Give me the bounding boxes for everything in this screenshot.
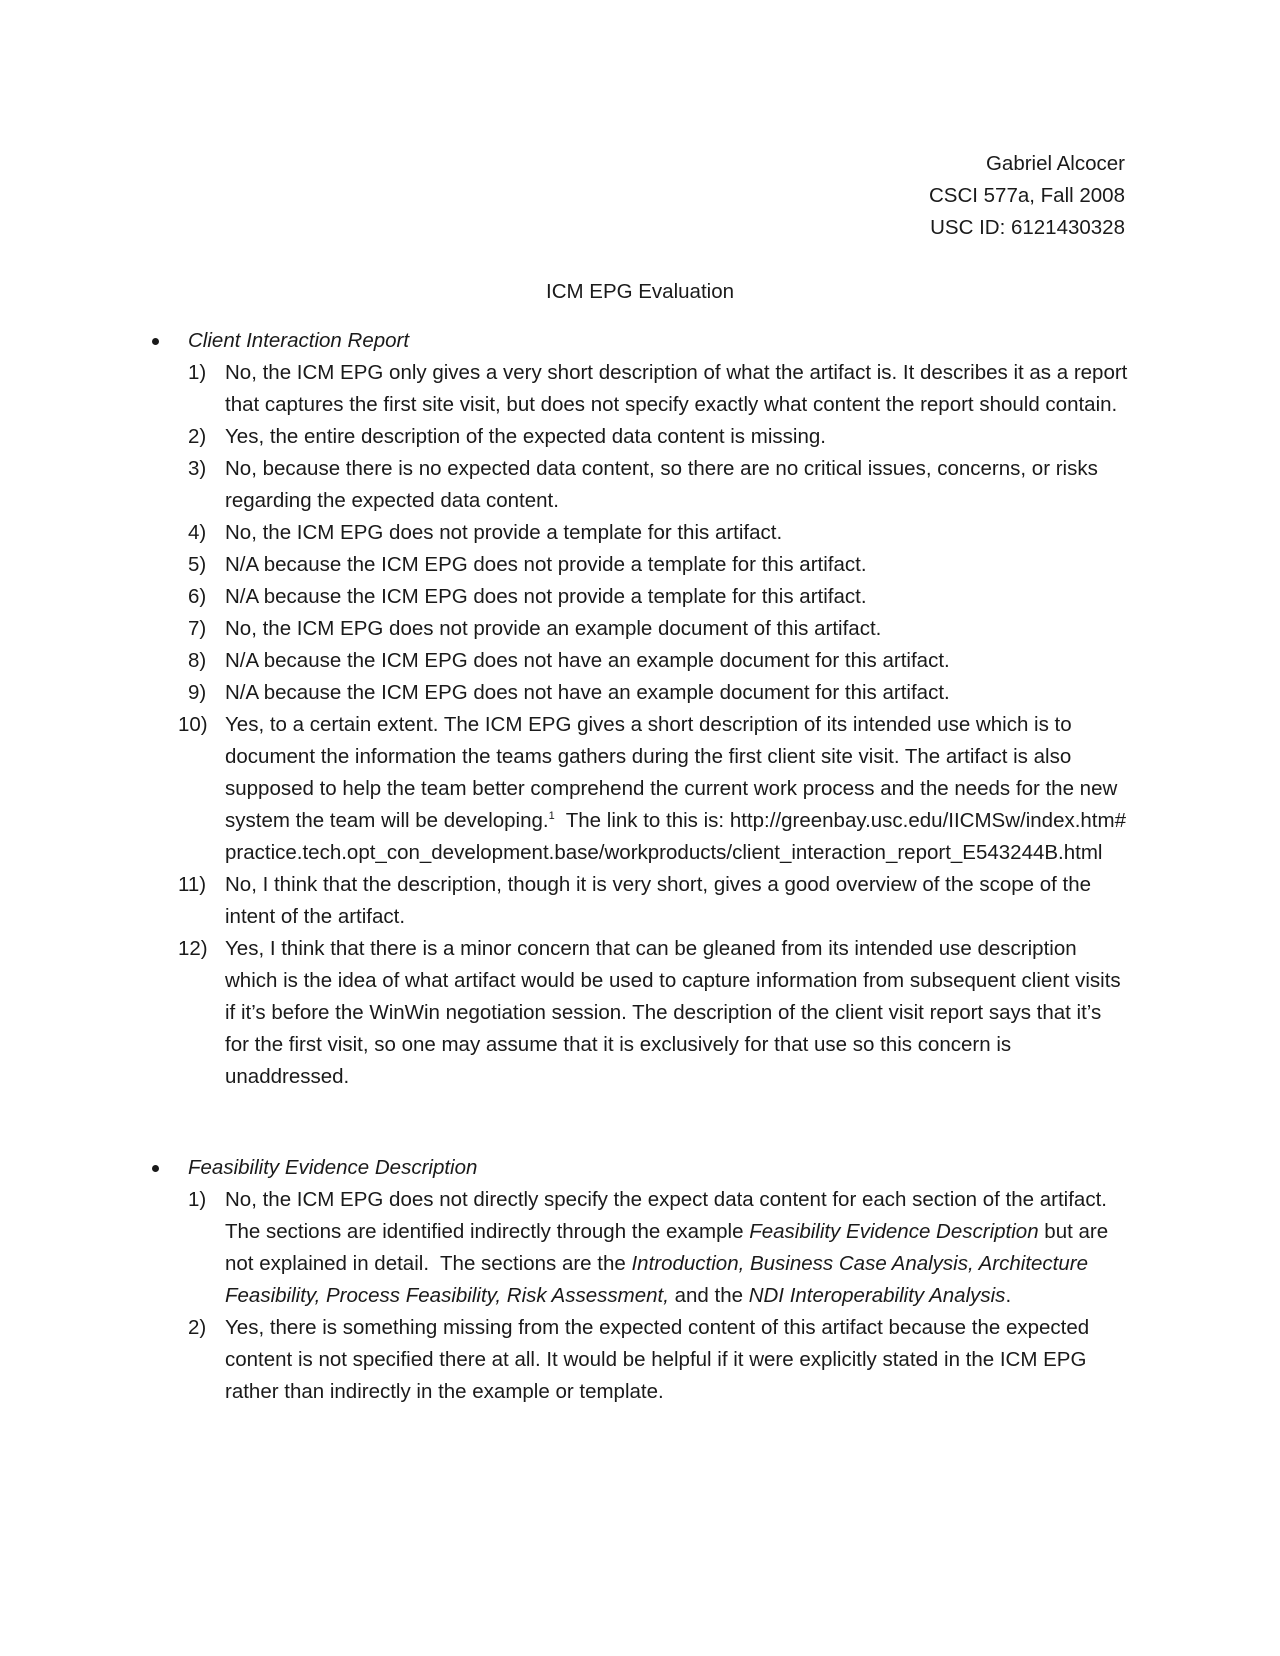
bullet-icon <box>152 1165 159 1172</box>
item-emphasis: Introduction, Business Case Analysis, Architecture Feasibility, Process Feasibility, Risk Assessment, <box>225 1252 1088 1307</box>
page-title: ICM EPG Evaluation <box>546 280 734 303</box>
footnote-marker: 1 <box>548 810 555 823</box>
item-emphasis: Feasibility Evidence Description <box>749 1220 1039 1243</box>
list-item <box>150 645 1130 677</box>
item-number: 2) <box>188 1316 207 1339</box>
list-item <box>150 517 1130 549</box>
item-text: Yes, there is something missing from the expected content of this artifact because the expected content is not specified there at all. It would be helpful if it were explicitly stated in the ICM EPG rather than indirectly in the example or template. <box>225 1316 1090 1403</box>
item-number: 11) <box>178 873 207 896</box>
section-heading <box>150 325 1130 357</box>
list-item <box>150 933 1130 1093</box>
item-number: 1) <box>188 1188 207 1211</box>
answer-list <box>150 357 1130 1093</box>
answer-list <box>150 1184 1130 1408</box>
list-item <box>150 453 1130 517</box>
item-text: and the <box>668 1284 749 1307</box>
list-item <box>150 613 1130 645</box>
section-heading-text: Feasibility Evidence Description <box>188 1156 478 1179</box>
item-number: 6) <box>188 585 207 608</box>
section-feasibility-evidence-description <box>150 1152 1130 1408</box>
item-text: No, because there is no expected data content, so there are no critical issues, concerns, or risks regarding the expected data content. <box>225 457 1098 512</box>
item-text: No, the ICM EPG only gives a very short description of what the artifact is. It describes it as a report that captures the first site visit, but does not specify exactly what content the report should contain. <box>225 361 1128 416</box>
list-item <box>150 357 1130 421</box>
item-text: Yes, to a certain extent. The ICM EPG gives a short description of its intended use which is to document the information the teams gathers during the first client site visit. The artifact is also supposed to help the team better comprehend the current work process and the needs for the new system the team will be developing. <box>225 713 1118 832</box>
item-text: Yes, the entire description of the expected data content is missing. <box>225 425 826 448</box>
item-text: Yes, I think that there is a minor concern that can be gleaned from its intended use description which is the idea of what artifact would be used to capture information from subsequent client visits if it’s before the WinWin negotiation session. The description of the client visit report says that it’s for the first visit, so one may assume that it is exclusively for that use so this concern is unaddressed. <box>225 937 1121 1088</box>
student-id: USC ID: 6121430328 <box>930 216 1125 239</box>
item-number: 5) <box>188 553 207 576</box>
item-number: 12) <box>178 937 208 960</box>
list-item <box>150 421 1130 453</box>
item-number: 9) <box>188 681 207 704</box>
section-client-interaction-report <box>150 325 1130 1093</box>
list-item <box>150 1312 1130 1408</box>
item-text: N/A because the ICM EPG does not have an example document for this artifact. <box>225 681 950 704</box>
course-info: CSCI 577a, Fall 2008 <box>928 184 1125 207</box>
bullet-icon <box>152 338 159 345</box>
item-text: No, the ICM EPG does not provide a template for this artifact. <box>225 521 783 544</box>
item-text: N/A because the ICM EPG does not provide a template for this artifact. <box>225 553 867 576</box>
item-number: 7) <box>188 617 207 640</box>
item-text: N/A because the ICM EPG does not have an example document for this artifact. <box>225 649 950 672</box>
item-number: 10) <box>178 713 208 736</box>
item-text: No, the ICM EPG does not directly specify the expect data content for each section of the artifact. The sections are identified indirectly through the example <box>225 1188 1118 1243</box>
list-item <box>150 1184 1130 1312</box>
item-number: 8) <box>188 649 207 672</box>
item-number: 1) <box>188 361 207 384</box>
item-text: but are not explained in detail. The sections are the <box>225 1220 1114 1275</box>
list-item <box>150 549 1130 581</box>
item-text-continued: The link to this is: <box>554 809 725 832</box>
list-item <box>150 869 1130 933</box>
item-number: 3) <box>188 457 207 480</box>
item-text: N/A because the ICM EPG does not provide a template for this artifact. <box>225 585 867 608</box>
item-number: 2) <box>188 425 207 448</box>
item-number: 4) <box>188 521 207 544</box>
list-item <box>150 677 1130 709</box>
item-text: No, I think that the description, though it is very short, gives a good overview of the scope of the intent of the artifact. <box>225 873 1092 928</box>
section-heading <box>150 1152 1130 1184</box>
item-text: . <box>1005 1284 1012 1307</box>
item-text: No, the ICM EPG does not provide an example document of this artifact. <box>225 617 882 640</box>
item-emphasis: NDI Interoperability Analysis <box>748 1284 1006 1307</box>
author-header <box>929 148 1125 244</box>
section-heading-text: Client Interaction Report <box>188 329 410 352</box>
author-name: Gabriel Alcocer <box>985 152 1125 175</box>
list-item <box>150 709 1130 869</box>
reference-link[interactable]: http://greenbay.usc.edu/IICMSw/index.htm#practice.tech.opt_con_development.base/workproducts/client_interaction_report_E543244B.html <box>225 809 1126 864</box>
list-item <box>150 581 1130 613</box>
